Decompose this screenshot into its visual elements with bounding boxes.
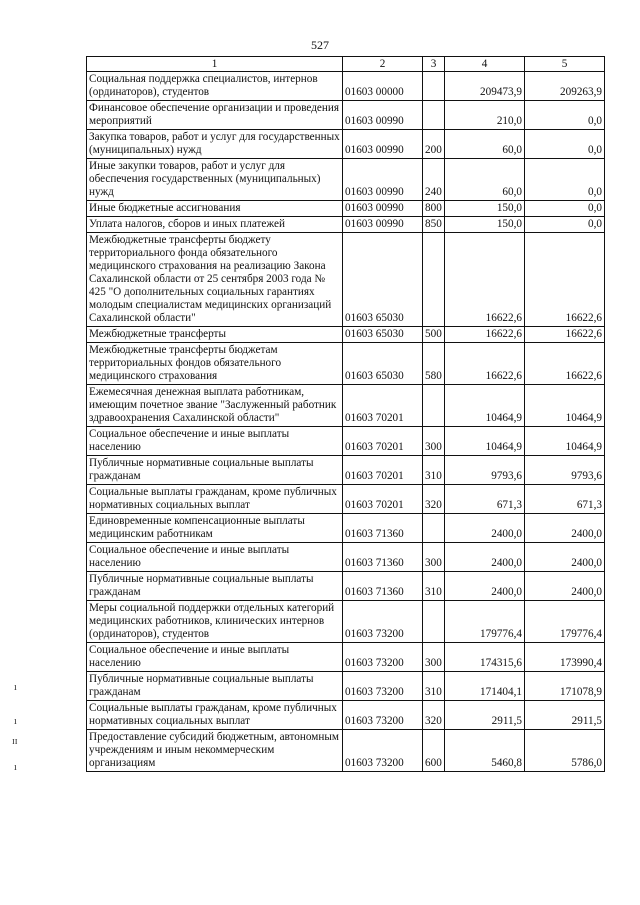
- row-value-5: 671,3: [525, 485, 605, 514]
- row-value-5: 16622,6: [525, 233, 605, 327]
- row-code: 01603 71360: [343, 572, 423, 601]
- page-number: 527: [311, 38, 329, 52]
- row-code: 01603 65030: [343, 327, 423, 343]
- row-value-4: 5460,8: [445, 730, 525, 772]
- row-code: 01603 73200: [343, 643, 423, 672]
- row-value-5: 2911,5: [525, 701, 605, 730]
- row-code: 01603 71360: [343, 543, 423, 572]
- row-name: Уплата налогов, сборов и иных платежей: [87, 217, 343, 233]
- table-row: [87, 327, 605, 343]
- table-row: [87, 730, 605, 772]
- row-code: 01603 70201: [343, 485, 423, 514]
- row-code: 01603 00990: [343, 201, 423, 217]
- row-code: 01603 70201: [343, 456, 423, 485]
- row-value-4: 10464,9: [445, 427, 525, 456]
- row-type: 320: [423, 701, 445, 730]
- row-code: 01603 70201: [343, 385, 423, 427]
- margin-mark: ı: [14, 716, 17, 727]
- row-name: Публичные нормативные социальные выплаты гражданам: [87, 572, 343, 601]
- table-row: [87, 343, 605, 385]
- row-code: 01603 73200: [343, 601, 423, 643]
- row-name: Межбюджетные трансферты: [87, 327, 343, 343]
- col-header-1: 1: [87, 57, 343, 72]
- row-type: [423, 72, 445, 101]
- table-row: [87, 201, 605, 217]
- row-type: 300: [423, 427, 445, 456]
- table-row: [87, 385, 605, 427]
- table-row: [87, 217, 605, 233]
- row-type: [423, 385, 445, 427]
- row-value-5: 173990,4: [525, 643, 605, 672]
- row-name: Публичные нормативные социальные выплаты гражданам: [87, 672, 343, 701]
- row-value-4: 210,0: [445, 101, 525, 130]
- table-row: [87, 130, 605, 159]
- row-code: 01603 70201: [343, 427, 423, 456]
- row-name: Меры социальной поддержки отдельных категорий медицинских работников, клинических интернов (ординаторов), студентов: [87, 601, 343, 643]
- row-value-5: 2400,0: [525, 514, 605, 543]
- row-name: Единовременные компенсационные выплаты медицинским работникам: [87, 514, 343, 543]
- row-value-4: 171404,1: [445, 672, 525, 701]
- row-name: Межбюджетные трансферты бюджету территориального фонда обязательного медицинского страхования на реализацию Закона Сахалинской области от 25 сентября 2003 года № 425 "О дополнительных социальных гарантиях молодым специалистам медицинских организаций Сахалинской области": [87, 233, 343, 327]
- table-row: [87, 485, 605, 514]
- table-row: [87, 427, 605, 456]
- row-value-5: 0,0: [525, 130, 605, 159]
- row-value-5: 10464,9: [525, 385, 605, 427]
- row-code: 01603 65030: [343, 233, 423, 327]
- row-type: 600: [423, 730, 445, 772]
- row-value-4: 209473,9: [445, 72, 525, 101]
- row-type: 300: [423, 643, 445, 672]
- row-value-5: 0,0: [525, 217, 605, 233]
- row-type: [423, 514, 445, 543]
- row-code: 01603 00990: [343, 130, 423, 159]
- row-value-5: 171078,9: [525, 672, 605, 701]
- row-name: Социальная поддержка специалистов, интернов (ординаторов), студентов: [87, 72, 343, 101]
- row-type: 310: [423, 572, 445, 601]
- row-name: Социальное обеспечение и иные выплаты населению: [87, 427, 343, 456]
- row-type: [423, 101, 445, 130]
- col-header-2: 2: [343, 57, 423, 72]
- row-value-4: 174315,6: [445, 643, 525, 672]
- margin-mark: ı: [14, 762, 17, 773]
- row-value-4: 60,0: [445, 159, 525, 201]
- table-row: [87, 514, 605, 543]
- row-type: [423, 601, 445, 643]
- row-value-5: 9793,6: [525, 456, 605, 485]
- table-row: [87, 572, 605, 601]
- header-row: [87, 57, 605, 72]
- row-name: Иные бюджетные ассигнования: [87, 201, 343, 217]
- row-code: 01603 73200: [343, 730, 423, 772]
- row-value-5: 0,0: [525, 159, 605, 201]
- row-name: Финансовое обеспечение организации и проведения мероприятий: [87, 101, 343, 130]
- col-header-4: 4: [445, 57, 525, 72]
- row-type: 300: [423, 543, 445, 572]
- row-name: Межбюджетные трансферты бюджетам территориальных фондов обязательного медицинского страхования: [87, 343, 343, 385]
- table-row: [87, 72, 605, 101]
- row-value-4: 16622,6: [445, 233, 525, 327]
- row-type: 240: [423, 159, 445, 201]
- row-value-4: 150,0: [445, 201, 525, 217]
- row-value-4: 9793,6: [445, 456, 525, 485]
- row-type: 200: [423, 130, 445, 159]
- row-code: 01603 00990: [343, 159, 423, 201]
- row-code: 01603 71360: [343, 514, 423, 543]
- row-value-4: 60,0: [445, 130, 525, 159]
- row-name: Социальные выплаты гражданам, кроме публичных нормативных социальных выплат: [87, 701, 343, 730]
- row-type: 500: [423, 327, 445, 343]
- row-value-5: 179776,4: [525, 601, 605, 643]
- row-type: 310: [423, 456, 445, 485]
- budget-table: [86, 56, 605, 772]
- row-value-4: 16622,6: [445, 343, 525, 385]
- table-row: [87, 601, 605, 643]
- row-name: Социальное обеспечение и иные выплаты населению: [87, 643, 343, 672]
- row-value-5: 2400,0: [525, 543, 605, 572]
- row-name: Предоставление субсидий бюджетным, автономным учреждениям и иным некоммерческим организациям: [87, 730, 343, 772]
- table-row: [87, 672, 605, 701]
- row-code: 01603 73200: [343, 672, 423, 701]
- row-value-5: 2400,0: [525, 572, 605, 601]
- row-name: Закупка товаров, работ и услуг для государственных (муниципальных) нужд: [87, 130, 343, 159]
- table-row: [87, 159, 605, 201]
- row-value-4: 150,0: [445, 217, 525, 233]
- table-row: [87, 543, 605, 572]
- table-body: [87, 72, 605, 772]
- table-row: [87, 456, 605, 485]
- row-value-4: 671,3: [445, 485, 525, 514]
- row-value-4: 10464,9: [445, 385, 525, 427]
- row-value-4: 16622,6: [445, 327, 525, 343]
- row-value-4: 2400,0: [445, 514, 525, 543]
- table-row: [87, 233, 605, 327]
- row-type: 580: [423, 343, 445, 385]
- row-code: 01603 73200: [343, 701, 423, 730]
- row-name: Социальное обеспечение и иные выплаты населению: [87, 543, 343, 572]
- row-code: 01603 00990: [343, 101, 423, 130]
- row-value-5: 5786,0: [525, 730, 605, 772]
- row-value-5: 0,0: [525, 101, 605, 130]
- margin-mark: ɪɪ: [12, 736, 18, 747]
- row-name: Иные закупки товаров, работ и услуг для обеспечения государственных (муниципальных) нужд: [87, 159, 343, 201]
- row-value-5: 10464,9: [525, 427, 605, 456]
- row-value-4: 179776,4: [445, 601, 525, 643]
- row-value-5: 209263,9: [525, 72, 605, 101]
- table-row: [87, 643, 605, 672]
- row-name: Публичные нормативные социальные выплаты гражданам: [87, 456, 343, 485]
- row-type: 320: [423, 485, 445, 514]
- row-value-5: 0,0: [525, 201, 605, 217]
- row-value-5: 16622,6: [525, 327, 605, 343]
- row-code: 01603 00000: [343, 72, 423, 101]
- col-header-3: 3: [423, 57, 445, 72]
- row-type: 310: [423, 672, 445, 701]
- table-row: [87, 101, 605, 130]
- row-value-5: 16622,6: [525, 343, 605, 385]
- row-type: 800: [423, 201, 445, 217]
- row-value-4: 2400,0: [445, 572, 525, 601]
- row-value-4: 2400,0: [445, 543, 525, 572]
- margin-mark: ı: [14, 682, 17, 693]
- row-name: Ежемесячная денежная выплата работникам, имеющим почетное звание "Заслуженный работник здравоохранения Сахалинской области": [87, 385, 343, 427]
- row-type: [423, 233, 445, 327]
- row-code: 01603 65030: [343, 343, 423, 385]
- row-name: Социальные выплаты гражданам, кроме публичных нормативных социальных выплат: [87, 485, 343, 514]
- col-header-5: 5: [525, 57, 605, 72]
- row-type: 850: [423, 217, 445, 233]
- row-value-4: 2911,5: [445, 701, 525, 730]
- table-row: [87, 701, 605, 730]
- row-code: 01603 00990: [343, 217, 423, 233]
